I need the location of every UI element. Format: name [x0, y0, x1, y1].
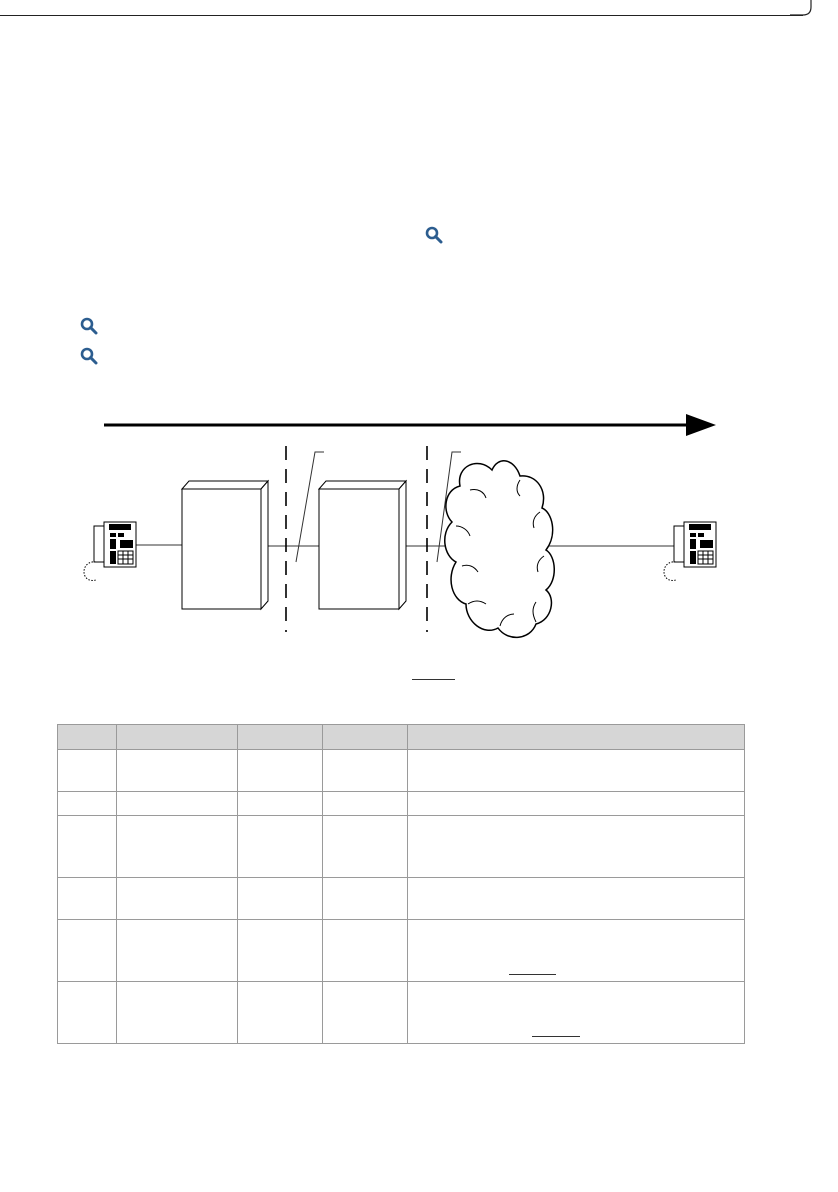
- table-row: [58, 816, 745, 878]
- table-cell: [323, 982, 408, 1044]
- column-header: [323, 725, 408, 750]
- box-left: [182, 481, 268, 609]
- table-cell: [58, 982, 117, 1044]
- table-cell: [238, 816, 323, 878]
- table-cell: [58, 816, 117, 878]
- network-cloud: [445, 461, 555, 638]
- table-cell: [408, 816, 745, 878]
- table-cell: [408, 792, 745, 816]
- table-header-row: [58, 725, 745, 750]
- table-cell: [323, 920, 408, 982]
- table-row: [58, 920, 745, 982]
- page-corner-curl: [790, 0, 814, 16]
- column-header: [238, 725, 323, 750]
- table-cell: [408, 920, 745, 982]
- data-table-container: [57, 724, 745, 1044]
- network-diagram: [0, 400, 838, 660]
- cell-link[interactable]: [532, 1036, 580, 1037]
- figure-caption-link[interactable]: [412, 679, 455, 680]
- telephone-left-icon: [84, 522, 136, 580]
- box-middle: [319, 481, 406, 609]
- table-cell: [323, 750, 408, 792]
- table-cell: [323, 816, 408, 878]
- table-cell: [58, 792, 117, 816]
- column-header: [58, 725, 117, 750]
- table-cell: [58, 750, 117, 792]
- table-cell: [117, 792, 238, 816]
- table-cell: [117, 750, 238, 792]
- header-rule: [0, 15, 803, 16]
- table-cell: [323, 792, 408, 816]
- table-cell: [238, 792, 323, 816]
- table-cell: [238, 982, 323, 1044]
- table-cell: [117, 982, 238, 1044]
- magnifier-icon[interactable]: [80, 317, 98, 335]
- table-cell: [117, 920, 238, 982]
- table-cell: [117, 878, 238, 920]
- table-cell: [58, 920, 117, 982]
- table-cell: [238, 878, 323, 920]
- table-row: [58, 792, 745, 816]
- magnifier-icon[interactable]: [80, 347, 98, 365]
- table-cell: [58, 878, 117, 920]
- table-row: [58, 982, 745, 1044]
- cell-link[interactable]: [509, 974, 556, 975]
- table-cell: [408, 878, 745, 920]
- table-cell: [238, 750, 323, 792]
- column-header: [117, 725, 238, 750]
- column-header: [408, 725, 745, 750]
- telephone-right-icon: [664, 522, 716, 580]
- table-cell: [408, 982, 745, 1044]
- table-cell: [323, 878, 408, 920]
- table-cell: [117, 816, 238, 878]
- direction-arrow: [104, 414, 716, 436]
- table-cell: [238, 920, 323, 982]
- table-row: [58, 878, 745, 920]
- magnifier-icon[interactable]: [425, 226, 443, 244]
- table-cell: [408, 750, 745, 792]
- data-table: [57, 724, 745, 1044]
- table-row: [58, 750, 745, 792]
